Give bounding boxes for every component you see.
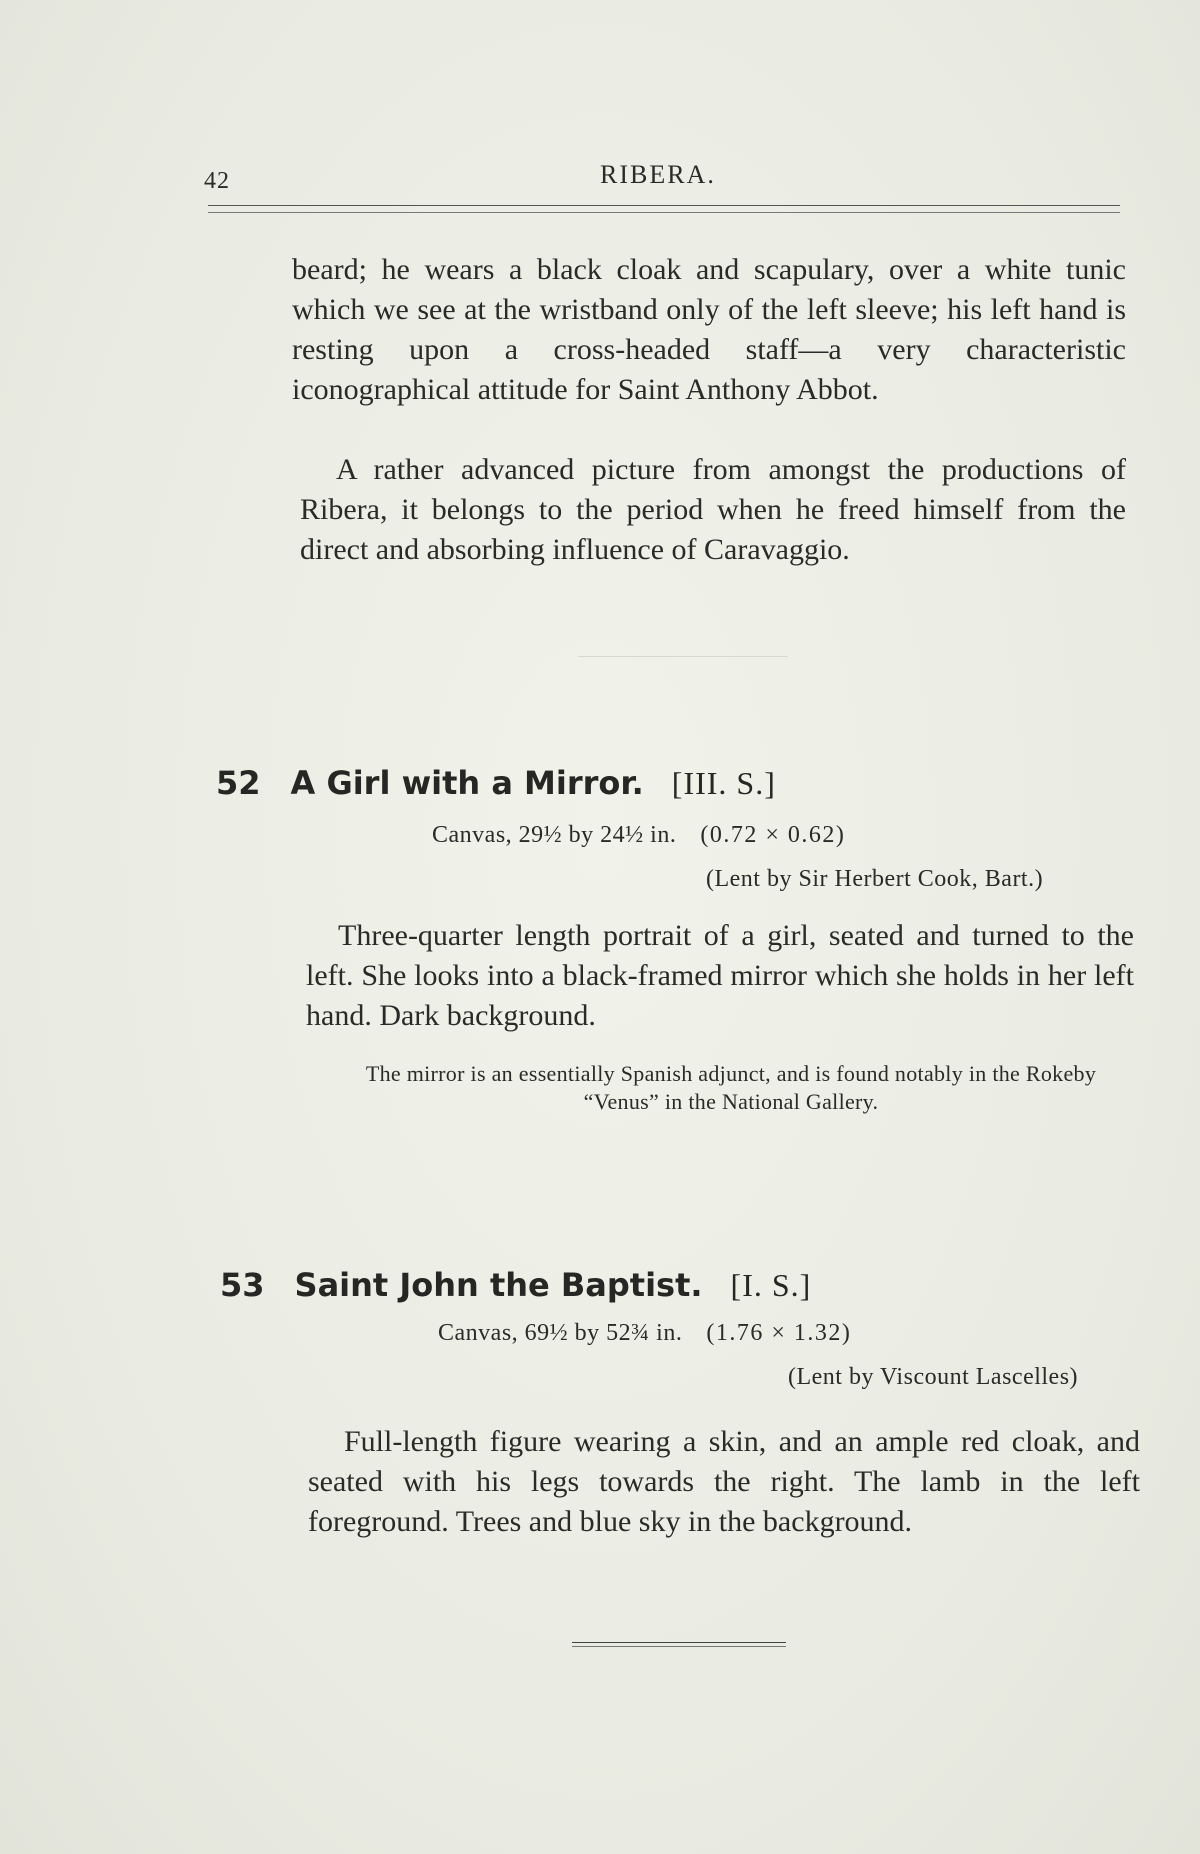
continuation-paragraph: A rather advanced picture from amongst the productions of Ribera, it belongs to the period when he freed himself from the direct and absorbing influence of Caravaggio. <box>300 453 1126 566</box>
catalogue-entry-heading <box>216 764 776 802</box>
entry-title: A Girl with a Mirror. <box>290 764 644 802</box>
entry-number: 52 <box>216 764 261 802</box>
running-title: RIBERA. <box>600 160 716 189</box>
page-number: 42 <box>204 168 230 194</box>
entry-medium-line <box>432 822 845 849</box>
entry-number: 53 <box>220 1266 265 1304</box>
catalogue-entry-heading <box>220 1266 811 1304</box>
entry-description: Three-quarter length portrait of a girl, seated and turned to the left. She looks into a black-framed mirror which she holds in her left hand. Dark background. <box>306 919 1134 1032</box>
continuation-paragraph: beard; he wears a black cloak and scapulary, over a white tunic which we see at the wristband only of the left sleeve; his left hand is resting upon a cross-headed staff—a very characteristic iconographical attitude for Saint Anthony Abbot. <box>292 253 1126 406</box>
entry-title: Saint John the Baptist. <box>294 1266 703 1304</box>
running-head <box>204 160 1124 200</box>
entry-medium-line <box>438 1320 851 1347</box>
section-end-rule <box>572 1642 786 1647</box>
header-rule <box>208 205 1120 213</box>
entry-dimensions: (0.72 × 0.62) <box>700 822 846 848</box>
entry-medium: Canvas, 69½ by 52¾ in. <box>438 1320 683 1346</box>
entry-dimensions: (1.76 × 1.32) <box>706 1320 852 1346</box>
entry-lender: (Lent by Sir Herbert Cook, Bart.) <box>706 866 1044 892</box>
entry-note: The mirror is an essentially Spanish adjunct, and is found notably in the Rokeby “Venus” in the National Gallery. <box>365 1061 1097 1114</box>
entry-series: [III. S.] <box>671 765 776 801</box>
entry-medium: Canvas, 29½ by 24½ in. <box>432 822 677 848</box>
entry-lender: (Lent by Viscount Lascelles) <box>788 1364 1079 1390</box>
show-through-rule <box>578 656 788 657</box>
entry-series: [I. S.] <box>730 1267 812 1303</box>
entry-description: Full-length figure wearing a skin, and an ample red cloak, and seated with his legs towards the right. The lamb in the left foreground. Trees and blue sky in the background. <box>308 1425 1140 1538</box>
